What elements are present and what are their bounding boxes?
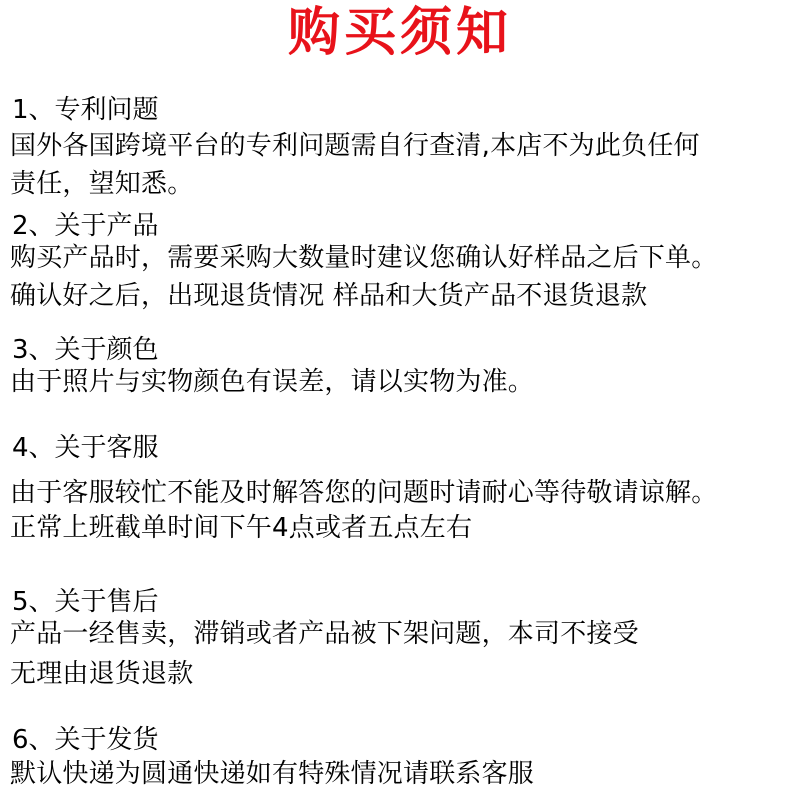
section-5-heading: 5、关于售后 [12,587,159,617]
page-title: 购买须知 [287,3,512,63]
section-1-line-1: 国外各国跨境平台的专利问题需自行查清,本店不为此负任何 [10,131,700,161]
section-4-line-2: 正常上班截单时间下午4点或者五点左右 [10,513,473,543]
section-4-heading: 4、关于客服 [12,433,159,463]
section-2-line-2: 确认好之后，出现退货情况 样品和大货产品不退货退款 [10,281,648,311]
section-1-heading: 1、专利问题 [12,95,159,125]
section-3-heading: 3、关于颜色 [12,335,159,365]
section-3-line-1: 由于照片与实物颜色有误差，请以实物为准。 [10,367,535,397]
section-6-line-1: 默认快递为圆通快递如有特殊情况请联系客服 [10,759,535,789]
section-5-line-1: 产品一经售卖，滞销或者产品被下架问题，本司不接受 [10,619,639,649]
section-5-line-2: 无理由退货退款 [10,659,194,689]
section-4-line-1: 由于客服较忙不能及时解答您的问题时请耐心等待敬请谅解。 [10,478,718,508]
section-6-heading: 6、关于发货 [12,725,159,755]
section-2-heading: 2、关于产品 [12,211,159,241]
section-2-line-1: 购买产品时，需要采购大数量时建议您确认好样品之后下单。 [10,243,718,273]
section-1-line-2: 责任，望知悉。 [10,169,194,199]
